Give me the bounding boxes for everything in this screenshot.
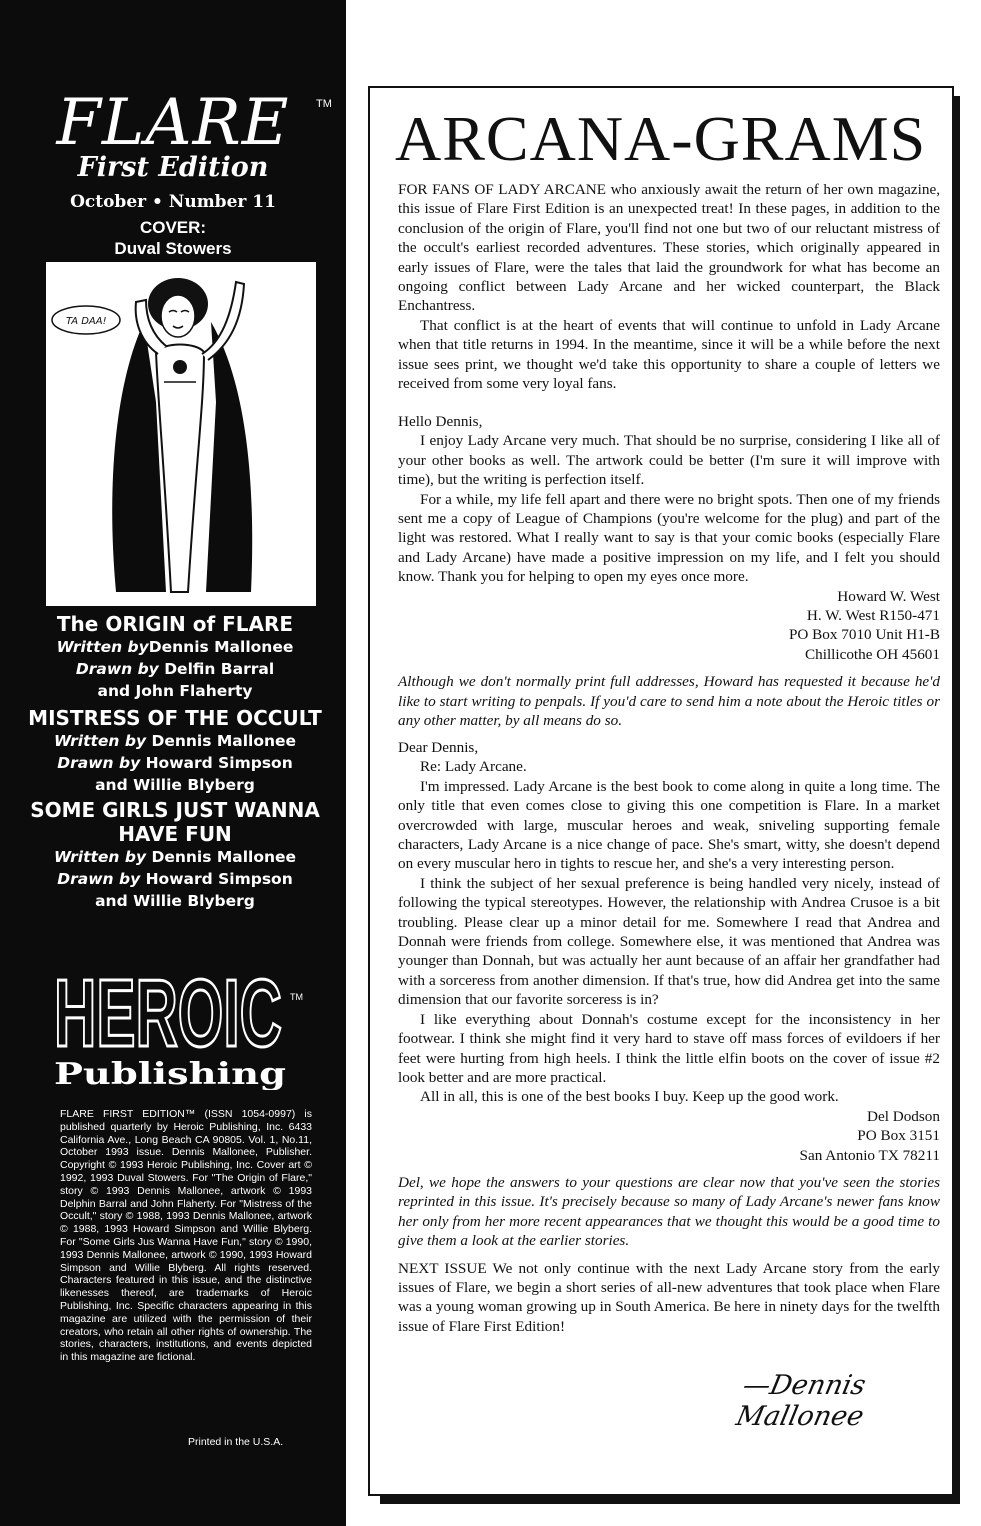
credit-role: Drawn by — [57, 754, 141, 772]
credit-role: Drawn by — [75, 660, 159, 678]
story-credit-3 — [20, 798, 330, 912]
letter-greeting: Hello Dennis, — [398, 413, 483, 430]
letter-howard-west — [398, 412, 940, 731]
letter-signoff: Howard W. West — [837, 587, 940, 605]
publication-indicia: FLARE FIRST EDITION™ (ISSN 1054-0997) is published quarterly by Heroic Publishing, Inc. 6433 California Ave., Long Beach CA 90805. Vol. 1, No.11, October 1993 issue. Dennis Mallonee, Publisher. Copyright © 1993 Heroic Publishing, Inc. Cover art © 1992, 1993 Duval Stowers. For "The Origin of Flare," story © 1993 Dennis Mallonee, artwork © 1993 Delphin Barral and John Flaherty. For "Mistress of the Occult," story © 1988, 1993 Dennis Mallonee, artwork © 1988, 1993 Howard Simpson and Willie Blyberg. For "Some Girls Jus Wanna Have Fun," story © 1990, 1993 Dennis Mallonee, artwork © 1990, 1993 Howard Simpson and Willie Blyberg. All rights reserved. Characters featured in this issue, and the distinctive likenesses thereof, are trademarks of Heroic Publishing, Inc. Specific characters appearing in this magazine are utilized with the permission of their creators, who retain all other rights of ownership. The stories, characters, institutions, and events depicted in this magazine are fictional. — [60, 1108, 312, 1364]
credit-name: and Willie Blyberg — [95, 776, 255, 794]
heroic-publishing-logo — [52, 960, 314, 1090]
credit-name: Delfin Barral — [164, 660, 275, 678]
editor-reply: Del, we hope the answers to your questions are clear now that you've seen the stories reprinted in this issue. It's precisely because so many of Lady Arcane's newer fans know her only from her more recent appearances that we thought this would be a good time to give them a look at the earlier stories. — [398, 1173, 940, 1250]
svg-text:TM: TM — [290, 992, 303, 1002]
letter-greeting: Dear Dennis, — [398, 739, 479, 756]
letter-signoff: San Antonio TX 78211 — [799, 1146, 940, 1164]
cover-illustration — [46, 262, 316, 606]
intro-paragraph: FOR FANS OF LADY ARCANE who anxiously await the return of her own magazine, this issue of Flare First Edition is an unexpected treat! In these pages, in addition to the conclusion of the origin of Flare, you'll find not one but two of our reluctant mistress of the occult's earliest recorded adventures. These stories, which originally appeared in early issues of Flare, were the tales that laid the groundwork for what has become an ongoing conflict between Lady Arcane and her wicked counterpart, the Black Enchantress. — [398, 181, 940, 315]
credit-role: Drawn by — [57, 870, 141, 888]
credit-name: Dennis Mallonee — [148, 638, 294, 656]
trademark-mark: TM — [316, 98, 332, 110]
letter-paragraph: All in all, this is one of the best books I buy. Keep up the good work. — [420, 1088, 839, 1106]
letter-paragraph: I think the subject of her sexual preference is being handled very nicely, instead of following the typical stereotypes. However, the relationship with Andrea Crusoe is a bit troubling. Please clear up a minor detail for me. Somewhere I read that Andrea and Donnah were friends from college. Somewhere else, it was mentioned that Andrea was younger than Donnah, but was actually her aunt because of an affair her grandfather had with a sorceress from another dimension. If that's true, how did Andrea get into the same dimension that our favorite sorceress is in? — [398, 874, 940, 1009]
flare-title: FLARE — [56, 86, 290, 160]
letter-del-dodson — [398, 738, 940, 1336]
letter-signoff: PO Box 3151 — [857, 1127, 940, 1145]
credit-name: and Willie Blyberg — [95, 892, 255, 910]
letter-paragraph: I'm impressed. Lady Arcane is the best book to come along in quite a long time. The only title that even comes close to giving this one competition is Flare. In a market overcrowded with large, muscular heroes and weak, sniveling supporting female characters, Lady Arcane is a nice change of pace. She's smart, witty, she doesn't depend on every muscular hero in tights to rescue her, and she's a very interesting person. — [398, 777, 940, 873]
letter-paragraph: I enjoy Lady Arcane very much. That should be no surprise, considering I like all of your other books as well. The artwork could be better (I'm sure it will improve with time), but the writing is perfection itself. — [398, 432, 940, 489]
credit-role: Written by — [56, 638, 149, 656]
issue-line: October • Number 11 — [70, 192, 276, 212]
credit-name: Howard Simpson — [145, 870, 293, 888]
story-credit-2 — [20, 706, 330, 796]
letter-signoff: Chillicothe OH 45601 — [805, 645, 940, 663]
letter-paragraph: For a while, my life fell apart and there were no bright spots. Then one of my friends sent me a copy of League of Champions (you're welcome for the plug) and part of the light was restored. What I really want to say is that your comic books (especially Flare and Lady Arcane) have made a positive impression on my life, and I felt you should know. Thank you for helping to open my eyes once more. — [398, 490, 940, 586]
letter-signoff: H. W. West R150-471 — [806, 607, 940, 625]
credit-name: Dennis Mallonee — [151, 848, 297, 866]
letter-signoff: Del Dodson — [867, 1107, 940, 1125]
page-headline: ARCANA-GRAMS — [395, 103, 927, 174]
story-title: SOME GIRLS JUST WANNA HAVE FUN — [30, 798, 320, 846]
credit-name: and John Flaherty — [97, 682, 253, 700]
letter-signoff: PO Box 7010 Unit H1-B — [788, 626, 940, 644]
letter-paragraph: Re: Lady Arcane. — [420, 758, 527, 776]
story-title: The ORIGIN of FLARE — [56, 612, 294, 636]
first-edition-subtitle: First Edition — [77, 152, 269, 183]
cover-label: COVER: — [139, 218, 207, 237]
svg-text:Publishing: Publishing — [54, 1057, 287, 1090]
credit-role: Written by — [53, 732, 147, 750]
editor-signature: —Dennis Mallonee — [733, 1370, 869, 1432]
story-title: MISTRESS OF THE OCCULT — [28, 706, 322, 730]
cover-artist: Duval Stowers — [114, 239, 232, 258]
intro-section — [398, 180, 940, 393]
printed-in-usa: Printed in the U.S.A. — [188, 1436, 284, 1448]
svg-text:HEROIC: HEROIC — [54, 960, 282, 1067]
story-credit-1 — [20, 612, 330, 702]
editor-reply: Although we don't normally print full addresses, Howard has requested it because he'd like to start writing to penpals. If you'd care to send him a note about the Heroic titles or any other matter, by all means do so. — [398, 673, 940, 730]
credit-name: Howard Simpson — [145, 754, 293, 772]
story-credits — [20, 610, 330, 912]
credits-sidebar — [0, 0, 346, 1526]
credit-name: Dennis Mallonee — [151, 732, 297, 750]
intro-paragraph: That conflict is at the heart of events that will continue to unfold in Lady Arcane when that title returns in 1994. In the meantime, since it will be a while before the next issue sees print, we thought we'd take this opportunity to share a couple of letters we received from some very loyal fans. — [398, 316, 940, 393]
next-issue-note: NEXT ISSUE We not only continue with the next Lady Arcane story from the early issues of Flare, we begin a short series of all-new adventures that took place when Flare was a young woman growing up in South America. Be here in ninety days for the twelfth issue of Flare First Edition! — [398, 1259, 940, 1335]
letter-paragraph: I like everything about Donnah's costume except for the inconsistency in her footwear. I think she might find it very hard to stave off mass forces of evildoers if her feet were hurting from high heels. I think the little elfin boots on the cover of issue #2 look better and are more practical. — [398, 1010, 940, 1086]
credit-role: Written by — [53, 848, 147, 866]
speech-bubble-text: TA DAA! — [66, 316, 107, 327]
